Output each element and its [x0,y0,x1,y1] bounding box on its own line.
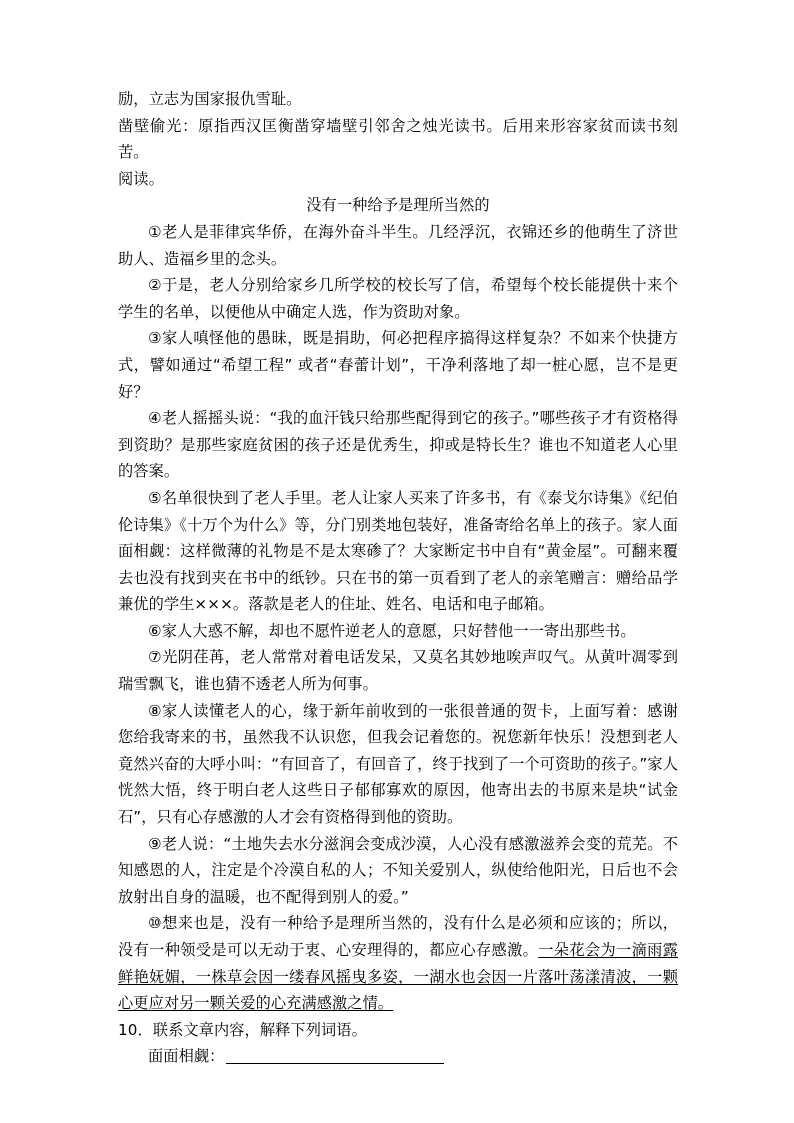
passage-paragraph-10-plain: ⑩想来也是，没有一种给予是理所当然的，没有什么是必须和应该的；所以，没有一种领受是可以无动于衷、心安理得的，都应心存感激。 [118,914,678,959]
passage-paragraph-9: ⑨老人说：“土地失去水分滋润会变成沙漠，人心没有感激滋养会变的荒芜。不知感恩的人，注定是个冷漠自私的人；不知关爱别人，纵使给他阳光，日后也不会放射出自身的温暖，也不配得到别人的爱。” [118,834,678,906]
passage-paragraph-3: ③家人嗔怪他的愚昧，既是捐助，何必把程序搞得这样复杂？不如来个快捷方式，譬如通过“希望工程” 或者“春蕾计划”，干净利落地了却一桩心愿，岂不是更好？ [118,329,678,401]
passage-paragraph-8: ⑧家人读懂老人的心，缘于新年前收到的一张很普通的贺卡，上面写着：感谢您给我寄来的书，虽然我不认识您，但我会记着您的。祝您新年快乐！没想到老人竟然兴奋的大呼小叫：“有回音了，有回音了，终于找到了一个可资助的孩子。”家人恍然大悟，终于明白老人这些日子郁郁寡欢的原因，他寄出去的书原来是块“试金石”，只有心存感激的人才会有资格得到他的资助。 [118,701,678,827]
question-10-prompt [118,1017,678,1044]
document-content [118,86,678,1070]
passage-paragraph-1: ①老人是菲律宾华侨，在海外奋斗半生。几经浮沉，衣锦还乡的他萌生了济世助人、造福乡里的念头。 [118,222,678,268]
passage-paragraph-4: ④老人摇摇头说：“我的血汗钱只给那些配得到它的孩子。”哪些孩子才有资格得到资助？是那些家庭贫困的孩子还是优秀生，抑或是特长生？谁也不知道老人心里的答案。 [118,409,678,481]
passage-paragraph-2: ②于是，老人分别给家乡几所学校的校长写了信，希望每个校长能提供十来个学生的名单，以便他从中确定人选，作为资助对象。 [118,276,678,321]
section-label-reading: 阅读。 [118,169,164,188]
passage-paragraph-5: ⑤名单很快到了老人手里。老人让家人买来了许多书，有《泰戈尔诗集》《纪伯伦诗集》《十万个为什么》等，分门别类地包装好，准备寄给名单上的孩子。家人面面相觑：这样微薄的礼物是不是太寒碜了？大家断定书中自有“黄金屋”。可翻来覆去也没有找到夹在书中的纸钞。只在书的第一页看到了老人的亲笔赠言：赠给品学兼优的学生×××。落款是老人的住址、姓名、电话和电子邮箱。 [118,488,678,614]
passage-paragraph-6: ⑥家人大惑不解，却也不愿忤逆老人的意愿，只好替他一一寄出那些书。 [148,621,636,640]
question-10-prompt-text: 联系文章内容，解释下列词语。 [152,1020,367,1039]
question-10-item-1 [118,1043,678,1070]
vocabulary-note-line-2: 凿壁偷光：原指西汉匡衡凿穿墙壁引邻舍之烛光读书。后用来形容家贫而读书刻苦。 [118,116,678,162]
question-10-number: 10． [118,1020,153,1039]
question-10-item-1-answer-blank[interactable] [226,1063,444,1064]
passage-paragraph-7: ⑦光阴荏苒，老人常常对着电话发呆，又莫名其妙地唉声叹气。从黄叶凋零到瑞雪飘飞，谁也猜不透老人所为何事。 [118,648,678,694]
passage-paragraph-10 [118,910,678,1016]
passage-title: 没有一种给予是理所当然的 [306,196,490,215]
question-10-item-1-term: 面面相觑： [148,1047,225,1066]
passage-paragraph-10-underlined-clause: 一朵花会为一滴雨露鲜艳妩媚，一株草会因一缕春风摇曳多姿，一湖水也会因一片落叶荡漾清波，一颗心更应对另一颗关爱的心充满感激之情。 [118,941,678,1013]
vocabulary-note-line-1: 励，立志为国家报仇雪耻。 [118,90,302,108]
